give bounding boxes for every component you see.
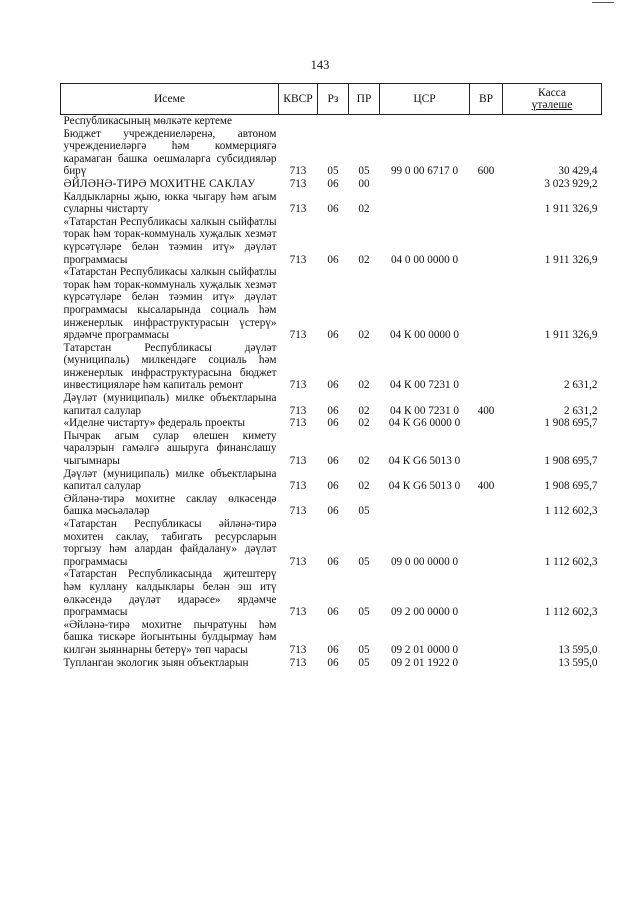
- table-row: [61, 191, 602, 216]
- cell-kvsr: 713: [289, 505, 307, 518]
- cell-pr: 05: [358, 165, 370, 178]
- cell-pr: 02: [358, 455, 370, 468]
- table-row: [61, 417, 602, 430]
- cell-rz: 06: [327, 606, 339, 619]
- header-csr: ЦСР: [380, 84, 470, 115]
- cell-kvsr: 713: [289, 417, 307, 430]
- cell-pr: 02: [358, 203, 370, 216]
- cell-pr: 05: [358, 656, 370, 669]
- table-row: [61, 128, 602, 178]
- table-row: [61, 115, 602, 128]
- cell-csr: 09 0 00 0000 0: [390, 555, 459, 568]
- header-sum-line2: үтәлеше: [531, 99, 573, 111]
- cell-vr: [470, 619, 503, 657]
- table-row: [61, 342, 602, 392]
- cell-sum: 13 595,0: [558, 656, 598, 669]
- table-row: [61, 568, 602, 618]
- cell-csr: 04 0 00 0000 0: [390, 253, 459, 266]
- cell-csr: 04 К G6 5013 0: [388, 480, 461, 493]
- cell-vr: [470, 657, 503, 670]
- cell-pr: 00: [358, 177, 370, 190]
- cell-vr: [470, 266, 503, 342]
- cell-kvsr: 713: [289, 253, 307, 266]
- cell-sum: 1 112 602,3: [544, 505, 598, 518]
- header-rz: Рз: [318, 84, 349, 115]
- table-row: [61, 657, 602, 670]
- cell-rz: 06: [327, 656, 339, 669]
- cell-rz: 05: [327, 165, 339, 178]
- cell-vr: [470, 568, 503, 618]
- cell-name: Тупланган экологик зыян объектларын: [63, 656, 249, 669]
- cell-vr: [470, 417, 503, 430]
- cell-kvsr: 713: [289, 165, 307, 178]
- table-row: [61, 430, 602, 468]
- cell-csr: 04 К 00 0000 0: [390, 329, 459, 342]
- cell-sum: 1 112 602,3: [544, 606, 598, 619]
- cell-name: Республикасының мөлкәте кертеме: [63, 115, 232, 127]
- cell-rz: [318, 115, 349, 128]
- cell-sum: 3 023 929,2: [544, 177, 598, 190]
- cell-csr: 09 2 01 0000 0: [390, 643, 459, 656]
- cell-pr: 02: [358, 404, 370, 417]
- cell-sum: 1 911 326,9: [544, 253, 598, 266]
- cell-csr: [380, 115, 470, 128]
- cell-kvsr: 713: [289, 203, 307, 216]
- header-sum-line1: Касса: [537, 86, 567, 99]
- cell-sum: 2 631,2: [563, 379, 598, 392]
- cell-rz: 06: [327, 417, 339, 430]
- cell-rz: 06: [327, 177, 339, 190]
- cell-pr: 02: [358, 329, 370, 342]
- cell-csr: 04 К 00 7231 0: [390, 379, 459, 392]
- cell-rz: 06: [327, 379, 339, 392]
- cell-vr: [470, 191, 503, 216]
- cell-name: Пычрак агым сулар өлешен кимету чаралэрын гамәлгә ашыруга финанслашу чыгымнары: [63, 429, 277, 468]
- cell-vr: [470, 115, 503, 128]
- cell-sum: 1 908 695,7: [544, 455, 598, 468]
- cell-vr: [470, 493, 503, 518]
- cell-pr: 02: [358, 417, 370, 430]
- header-vr: ВР: [470, 84, 503, 115]
- cell-vr: [470, 518, 503, 568]
- cell-vr: [470, 178, 503, 191]
- cell-vr: 400: [477, 480, 495, 493]
- cell-kvsr: 713: [289, 643, 307, 656]
- cell-sum: 1 112 602,3: [544, 555, 598, 568]
- corner-mark: [592, 2, 614, 3]
- cell-kvsr: 713: [289, 404, 307, 417]
- table-row: [61, 493, 602, 518]
- cell-kvsr: [279, 115, 318, 128]
- cell-kvsr: 713: [289, 480, 307, 493]
- cell-sum: [503, 115, 602, 128]
- cell-kvsr: 713: [289, 455, 307, 468]
- cell-name: «Иделне чистарту» федераль проекты: [63, 417, 246, 430]
- cell-pr: 02: [358, 480, 370, 493]
- table-row: [61, 619, 602, 657]
- header-kvsr: КВСР: [279, 84, 318, 115]
- table-body: [61, 115, 602, 670]
- cell-name: «Әйләнә-тирә мохитне пычратуны һәм башка тискәре йогынтыны булдырмау һәм килгән зыяннарны бетерү» төп чарасы: [63, 618, 277, 656]
- cell-name: Дәүләт (муниципаль) милке объектларына капитал салулар: [63, 392, 277, 417]
- cell-csr: [380, 493, 470, 518]
- cell-name: «Татарстан Республикасы халкын сыйфатлы торак һәм торак-коммуналь хуҗалык хезмәт күрсәтүләре белән тәэмин итү» дәүләт программасы кысаларында социаль һәм инженерлык инфраструктурасын үстерү» ярдәмче программасы: [63, 266, 277, 342]
- cell-kvsr: 713: [289, 656, 307, 669]
- cell-kvsr: 713: [289, 379, 307, 392]
- cell-sum: 1 908 695,7: [544, 417, 598, 430]
- cell-csr: 04 К 00 7231 0: [390, 404, 459, 417]
- cell-vr: [470, 342, 503, 392]
- cell-rz: 06: [327, 643, 339, 656]
- cell-rz: 06: [327, 505, 339, 518]
- cell-kvsr: 713: [289, 329, 307, 342]
- table-row: [61, 216, 602, 266]
- cell-sum: 2 631,2: [563, 404, 598, 417]
- table-row: [61, 178, 602, 191]
- cell-pr: 05: [358, 643, 370, 656]
- cell-csr: [380, 191, 470, 216]
- table-row: [61, 266, 602, 342]
- cell-name: «Татарстан Республикасы әйләнә-тирә мохитен саклау, табигать ресурсларын торгызу һәм алардан файдалану» дәүләт программасы: [63, 518, 277, 568]
- cell-sum: 13 595,0: [558, 643, 598, 656]
- cell-kvsr: 713: [289, 555, 307, 568]
- cell-name: Калдыкларны җыю, юкка чыгару һәм агым суларны чистарту: [63, 190, 277, 216]
- cell-sum: 1 911 326,9: [544, 329, 598, 342]
- cell-sum: 1 911 326,9: [544, 203, 598, 216]
- cell-name: ӘЙЛӘНӘ-ТИРӘ МОХИТНЕ САКЛАУ: [63, 177, 256, 190]
- cell-name: Бюджет учреждениеләренә, автоном учреждениеләргә һәм коммерциягә карамаган башка оешмаларга субсидияләр бирү: [63, 127, 277, 178]
- cell-csr: 09 2 00 0000 0: [390, 606, 459, 619]
- table-row: [61, 518, 602, 568]
- cell-rz: 06: [327, 203, 339, 216]
- header-name: Исеме: [61, 84, 279, 115]
- cell-rz: 06: [327, 480, 339, 493]
- table-header: [61, 84, 602, 115]
- cell-csr: 99 0 00 6717 0: [390, 165, 459, 178]
- table-row: [61, 468, 602, 493]
- cell-name: Әйләнә-тирә мохитне саклау өлкәсендә башка мәсьәләләр: [63, 492, 277, 518]
- cell-rz: 06: [327, 555, 339, 568]
- cell-vr: 400: [477, 404, 495, 417]
- cell-name: Дәүләт (муниципаль) милке объектларына капитал салулар: [63, 467, 277, 493]
- table-row: [61, 392, 602, 417]
- cell-rz: 06: [327, 455, 339, 468]
- cell-rz: 06: [327, 404, 339, 417]
- page-number: 143: [310, 58, 330, 72]
- cell-csr: 04 К G6 5013 0: [388, 455, 461, 468]
- header-pr: ПР: [349, 84, 380, 115]
- cell-name: «Татарстан Республикасында җитештерү һәм куллану калдыклары белән эш итү өлкәсендә дәүләт идарәсе» ярдәмче программасы: [63, 568, 277, 619]
- cell-kvsr: 713: [289, 606, 307, 619]
- cell-sum: 1 908 695,7: [544, 480, 598, 493]
- cell-pr: 05: [358, 555, 370, 568]
- cell-name: «Татарстан Республикасы халкын сыйфатлы торак һәм торак-коммуналь хуҗалык хезмәт күрсәтүләре белән тәэмин итү» дәүләт программасы: [63, 215, 277, 266]
- cell-rz: 06: [327, 253, 339, 266]
- cell-pr: 05: [358, 505, 370, 518]
- cell-vr: [470, 430, 503, 468]
- cell-pr: 05: [358, 606, 370, 619]
- cell-kvsr: 713: [289, 177, 307, 190]
- cell-pr: [349, 115, 380, 128]
- header-sum: [503, 84, 602, 115]
- cell-pr: 02: [358, 253, 370, 266]
- cell-pr: 02: [358, 379, 370, 392]
- cell-rz: 06: [327, 329, 339, 342]
- cell-vr: [470, 216, 503, 266]
- cell-csr: 09 2 01 1922 0: [390, 656, 459, 669]
- budget-table: [60, 83, 602, 669]
- cell-vr: 600: [477, 165, 495, 178]
- cell-sum: 30 429,4: [558, 165, 598, 178]
- cell-name: Татарстан Республикасы дәүләт (муниципаль) милкендәге социаль һәм инженерлык инфраструктурасына бюджет инвестицияләре һәм капиталь ремонт: [63, 341, 277, 392]
- cell-csr: [380, 178, 470, 191]
- cell-csr: 04 К G6 0000 0: [388, 417, 461, 430]
